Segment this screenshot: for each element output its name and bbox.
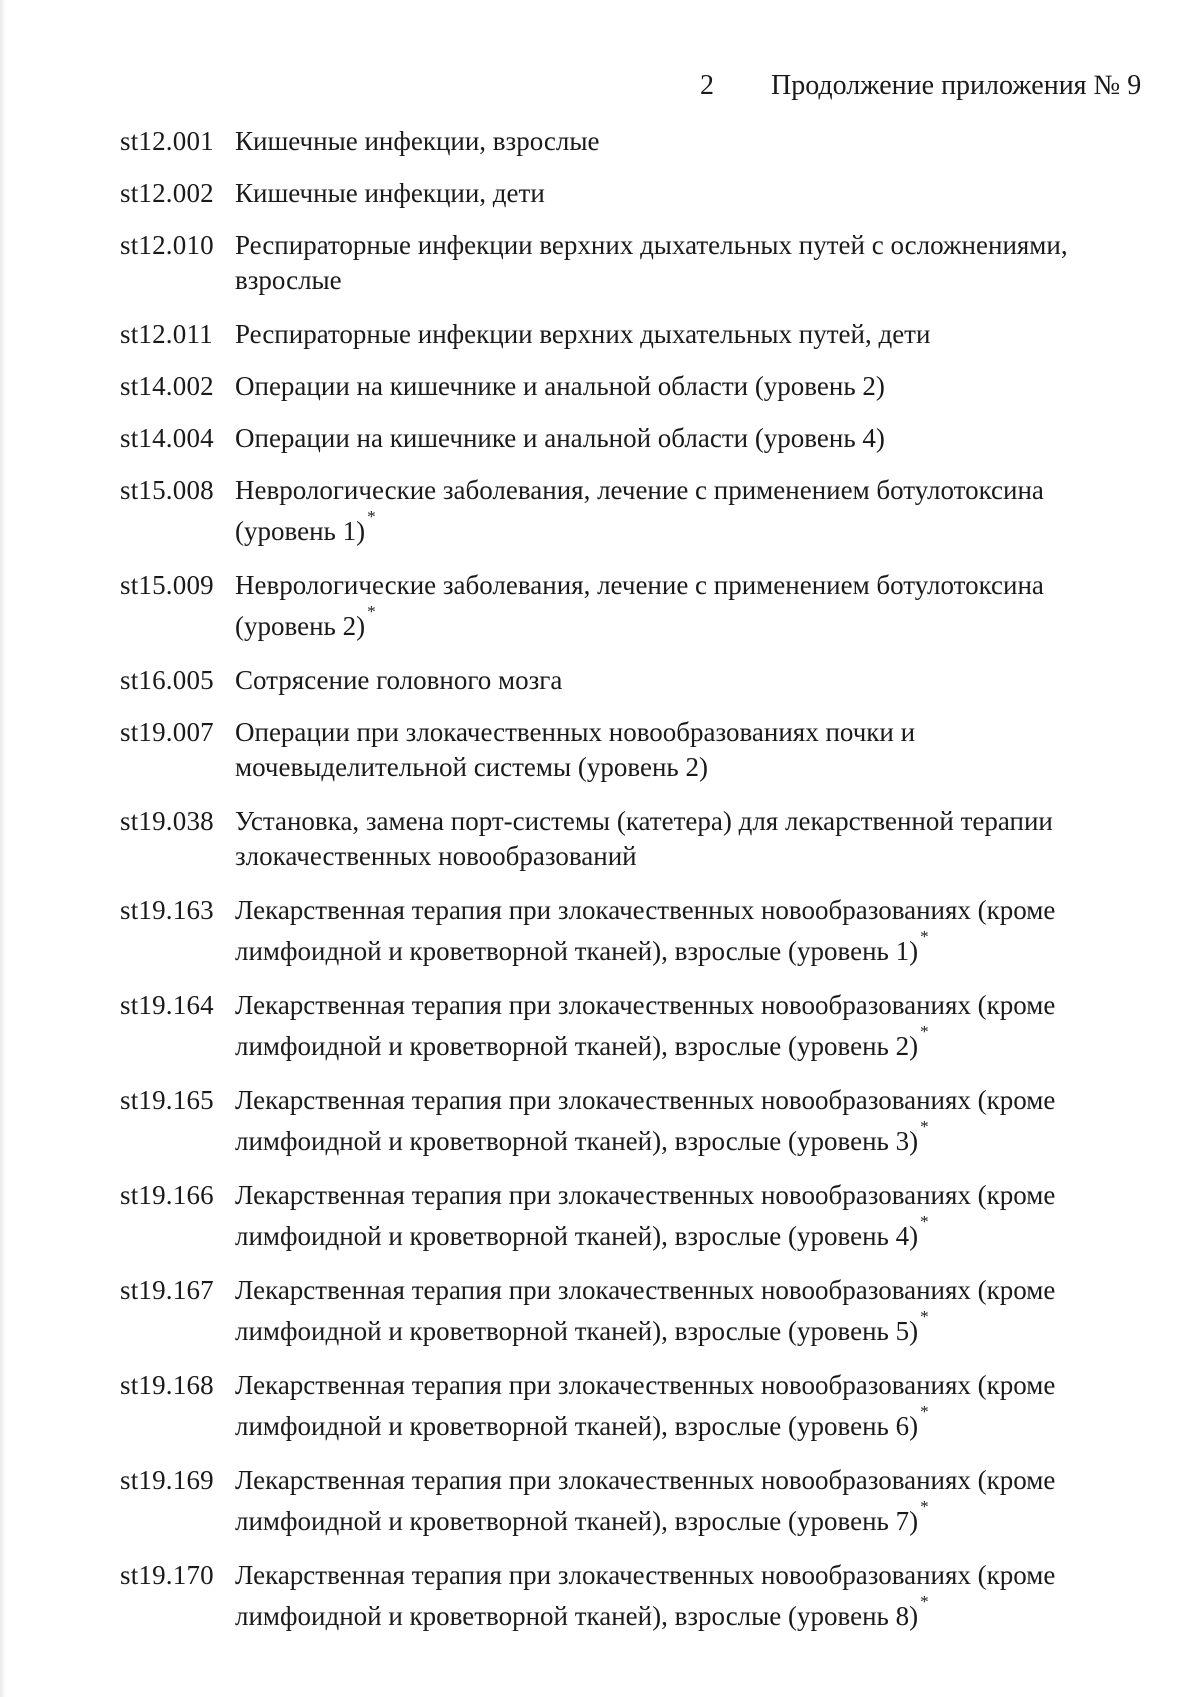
list-item	[120, 421, 1120, 456]
footnote-mark: *	[920, 1497, 929, 1516]
entry-text: Сотрясение головного мозга	[235, 665, 563, 695]
entry-code: st12.001	[120, 126, 214, 156]
entry-code: st12.010	[120, 230, 214, 260]
entry-description	[227, 369, 1120, 404]
list-item	[120, 1273, 1120, 1349]
entry-description	[227, 1463, 1120, 1539]
footnote-mark: *	[920, 1212, 929, 1231]
page-header	[700, 66, 1150, 106]
entry-code: st12.002	[120, 178, 214, 208]
entry-text: Неврологические заболевания, лечение с применением ботулотоксина (уровень 2)	[235, 570, 1044, 641]
footnote-mark: *	[920, 1592, 929, 1611]
entry-text: Лекарственная терапия при злокачественных новообразованиях (кроме лимфоидной и кроветворной тканей), взрослые (уровень 4)	[235, 1180, 1056, 1251]
list-item	[120, 804, 1120, 874]
entry-code: st19.165	[120, 1085, 214, 1115]
entry-code: st14.002	[120, 371, 214, 401]
entry-text: Установка, замена порт-системы (катетера) для лекарственной терапии злокачественных новообразований	[235, 806, 1053, 871]
page-number: 2	[700, 70, 714, 101]
entry-description	[227, 893, 1120, 969]
entry-description	[227, 317, 1120, 352]
entry-text: Лекарственная терапия при злокачественных новообразованиях (кроме лимфоидной и кроветворной тканей), взрослые (уровень 8)	[235, 1560, 1056, 1631]
entry-description	[227, 1178, 1120, 1254]
entry-code: st14.004	[120, 423, 214, 453]
entry-description	[227, 421, 1120, 456]
list-item	[120, 893, 1120, 969]
list-item	[120, 369, 1120, 404]
entry-description	[227, 568, 1120, 644]
list-item	[120, 124, 1120, 159]
entry-list	[120, 124, 1120, 1653]
list-item	[120, 1558, 1120, 1634]
entry-text: Лекарственная терапия при злокачественных новообразованиях (кроме лимфоидной и кроветворной тканей), взрослые (уровень 2)	[235, 990, 1056, 1061]
entry-description	[227, 1558, 1120, 1634]
entry-code: st19.170	[120, 1560, 214, 1590]
entry-description	[227, 1273, 1120, 1349]
entry-code: st19.168	[120, 1370, 214, 1400]
footnote-mark: *	[920, 927, 929, 946]
footnote-mark: *	[920, 1307, 929, 1326]
header-title: Продолжение приложения № 9	[771, 70, 1142, 101]
scan-edge-shadow	[0, 0, 6, 1697]
entry-text: Кишечные инфекции, взрослые	[235, 126, 600, 156]
list-item	[120, 176, 1120, 211]
entry-code: st15.008	[120, 475, 214, 505]
footnote-mark: *	[920, 1117, 929, 1136]
entry-code: st19.007	[120, 717, 214, 747]
list-item	[120, 663, 1120, 698]
entry-description	[227, 176, 1120, 211]
entry-text: Операции на кишечнике и анальной области (уровень 2)	[235, 371, 885, 401]
list-item	[120, 715, 1120, 785]
list-item	[120, 228, 1120, 298]
entry-text: Лекарственная терапия при злокачественных новообразованиях (кроме лимфоидной и кроветворной тканей), взрослые (уровень 6)	[235, 1370, 1056, 1441]
entry-description	[227, 663, 1120, 698]
entry-text: Операции на кишечнике и анальной области (уровень 4)	[235, 423, 885, 453]
entry-text: Кишечные инфекции, дети	[235, 178, 545, 208]
footnote-mark: *	[367, 507, 376, 526]
list-item	[120, 988, 1120, 1064]
entry-text: Лекарственная терапия при злокачественных новообразованиях (кроме лимфоидной и кроветворной тканей), взрослые (уровень 7)	[235, 1465, 1056, 1536]
list-item	[120, 568, 1120, 644]
entry-text: Респираторные инфекции верхних дыхательных путей с осложнениями, взрослые	[235, 230, 1068, 295]
entry-text: Неврологические заболевания, лечение с применением ботулотоксина (уровень 1)	[235, 475, 1044, 546]
entry-text: Респираторные инфекции верхних дыхательных путей, дети	[235, 319, 931, 349]
entry-code: st12.011	[120, 319, 213, 349]
list-item	[120, 1083, 1120, 1159]
entry-description	[227, 804, 1120, 874]
entry-code: st19.166	[120, 1180, 214, 1210]
entry-code: st15.009	[120, 570, 214, 600]
entry-text: Лекарственная терапия при злокачественных новообразованиях (кроме лимфоидной и кроветворной тканей), взрослые (уровень 3)	[235, 1085, 1056, 1156]
entry-description	[227, 1368, 1120, 1444]
list-item	[120, 317, 1120, 352]
entry-description	[227, 473, 1120, 549]
entry-description	[227, 228, 1120, 298]
entry-code: st19.164	[120, 990, 214, 1020]
list-item	[120, 1178, 1120, 1254]
entry-text: Операции при злокачественных новообразованиях почки и мочевыделительной системы (уровень 2)	[235, 717, 916, 782]
entry-code: st19.038	[120, 806, 214, 836]
list-item	[120, 1463, 1120, 1539]
entry-code: st16.005	[120, 665, 214, 695]
entry-description	[227, 988, 1120, 1064]
entry-description	[227, 1083, 1120, 1159]
entry-code: st19.169	[120, 1465, 214, 1495]
entry-code: st19.167	[120, 1275, 214, 1305]
entry-text: Лекарственная терапия при злокачественных новообразованиях (кроме лимфоидной и кроветворной тканей), взрослые (уровень 1)	[235, 895, 1056, 966]
list-item	[120, 473, 1120, 549]
entry-description	[227, 124, 1120, 159]
entry-text: Лекарственная терапия при злокачественных новообразованиях (кроме лимфоидной и кроветворной тканей), взрослые (уровень 5)	[235, 1275, 1056, 1346]
footnote-mark: *	[920, 1022, 929, 1041]
entry-code: st19.163	[120, 895, 214, 925]
list-item	[120, 1368, 1120, 1444]
entry-description	[227, 715, 1120, 785]
footnote-mark: *	[920, 1402, 929, 1421]
footnote-mark: *	[367, 602, 376, 621]
